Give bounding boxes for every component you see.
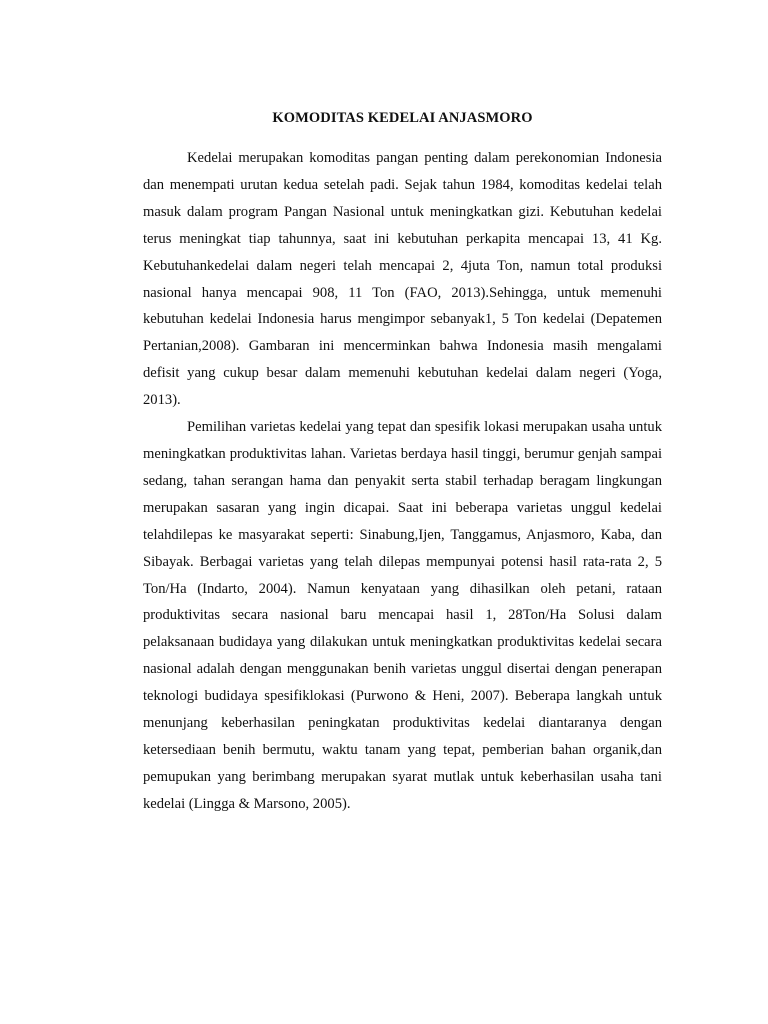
paragraph-2: Pemilihan varietas kedelai yang tepat dan spesifik lokasi merupakan usaha untuk meningkatkan produktivitas lahan. Varietas berdaya hasil tinggi, berumur genjah sampai sedang, tahan serangan hama dan penyakit serta stabil terhadap beragam lingkungan merupakan sasaran yang ingin dicapai. Saat ini beberapa varietas unggul kedelai telahdilepas ke masyarakat seperti: Sinabung,Ijen, Tanggamus, Anjasmoro, Kaba, dan Sibayak. Berbagai varietas yang telah dilepas mempunyai potensi hasil rata-rata 2, 5 Ton/Ha (Indarto, 2004). Namun kenyataan yang dihasilkan oleh petani, rataan produktivitas secara nasional baru mencapai hasil 1, 28Ton/Ha Solusi dalam pelaksanaan budidaya yang dilakukan untuk meningkatkan produktivitas kedelai secara nasional adalah dengan menggunakan benih varietas unggul disertai dengan penerapan teknologi budidaya spesifiklokasi (Purwono & Heni, 2007). Beberapa langkah untuk menunjang keberhasilan peningkatan produktivitas kedelai diantaranya dengan ketersediaan benih bermutu, waktu tanam yang tepat, pemberian bahan organik,dan pemupukan yang berimbang merupakan syarat mutlak untuk keberhasilan usaha tani kedelai (Lingga & Marsono, 2005). [143,419,662,812]
paragraph-1: Kedelai merupakan komoditas pangan penting dalam perekonomian Indonesia dan menempati urutan kedua setelah padi. Sejak tahun 1984, komoditas kedelai telah masuk dalam program Pangan Nasional untuk meningkatkan gizi. Kebutuhan kedelai terus meningkat tiap tahunnya, saat ini kebutuhan perkapita mencapai 13, 41 Kg. Kebutuhankedelai dalam negeri telah mencapai 2, 4juta Ton, namun total produksi nasional hanya mencapai 908, 11 Ton (FAO, 2013).Sehingga, untuk memenuhi kebutuhan kedelai Indonesia harus mengimpor sebanyak1, 5 Ton kedelai (Depatemen Pertanian,2008). Gambaran ini mencerminkan bahwa Indonesia masih mengalami defisit yang cukup besar dalam memenuhi kebutuhan kedelai dalam negeri (Yoga, 2013). [143,150,662,409]
document-page [143,107,662,818]
document-title: KOMODITAS KEDELAI ANJASMORO [272,110,533,126]
